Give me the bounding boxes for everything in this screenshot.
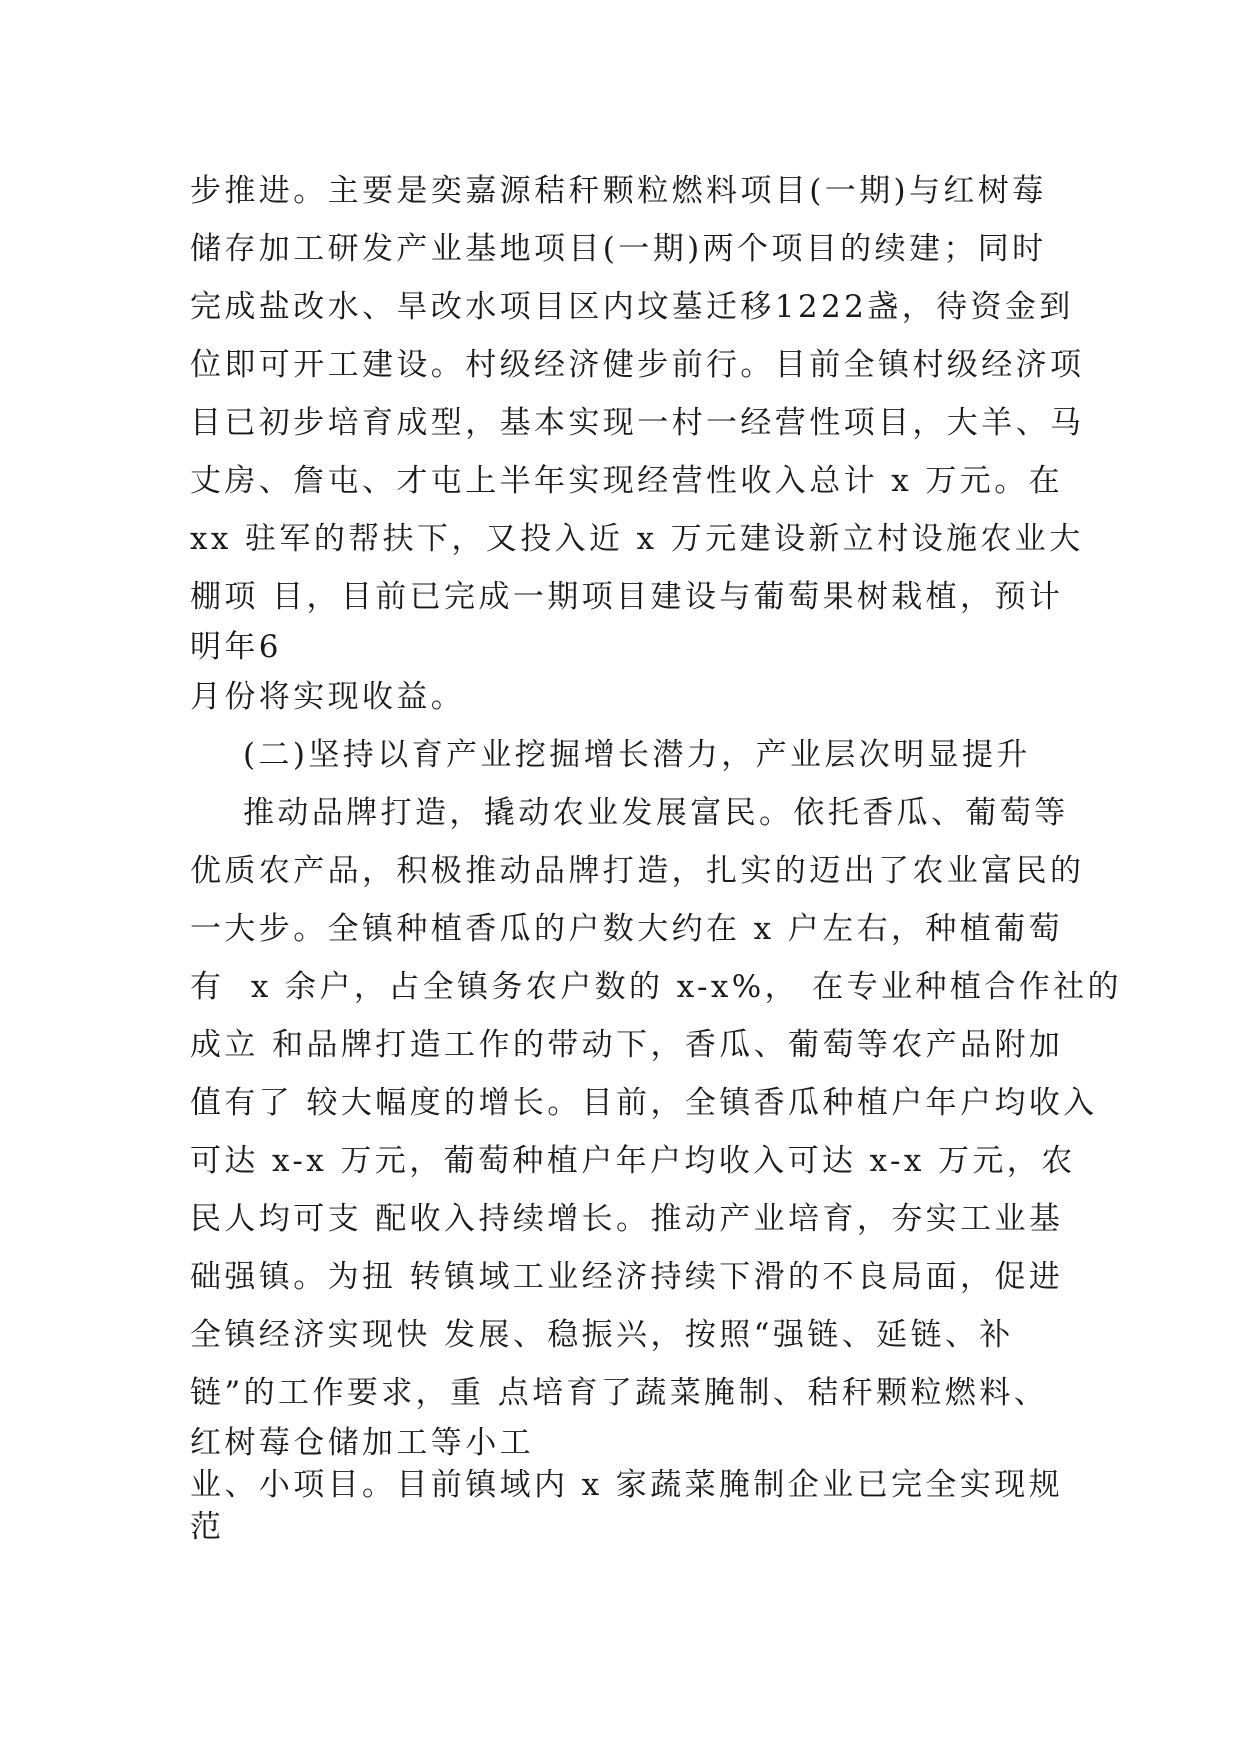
text-line: 成立 和品牌打造工作的带动下，香瓜、葡萄等农产品附加	[190, 1027, 1064, 1063]
text-line: 步推进。主要是奕嘉源秸秆颗粒燃料项目(一期)与红树莓	[190, 173, 1047, 209]
text-line: 一大步。全镇种植香瓜的户数大约在 x 户左右，种植葡萄	[190, 911, 1063, 947]
text-line: 月份将实现收益。	[190, 679, 466, 715]
text-line: 推动品牌打造，撬动农业发展富民。依托香瓜、葡萄等	[190, 795, 1069, 831]
text-line: 明年6	[190, 629, 282, 665]
text-line: 全镇经济实现快 发展、稳振兴，按照“强链、延链、补	[190, 1317, 1014, 1353]
text-line: xx 驻军的帮扶下，又投入近 x 万元建设新立村设施农业大	[190, 521, 1084, 557]
text-line: 储存加工研发产业基地项目(一期)两个项目的续建；同时	[190, 231, 1047, 267]
text-line: 值有了 较大幅度的增长。目前，全镇香瓜种植户年户均收入	[190, 1085, 1098, 1121]
text-line: 有 x 余户，占全镇务农户数的 x-x%， 在专业种植合作社的	[190, 969, 1122, 1005]
text-line: 丈房、詹屯、才屯上半年实现经营性收入总计 x 万元。在	[190, 463, 1063, 499]
text-line: 完成盐改水、旱改水项目区内坟墓迁移1222盏，待资金到	[190, 289, 1074, 325]
text-line: 链”的工作要求，重 点培育了蔬菜腌制、秸秆颗粒燃料、	[190, 1375, 1049, 1411]
body-text	[190, 162, 1122, 1548]
text-line: 目已初步培育成型，基本实现一村一经营性项目，大羊、马	[190, 405, 1085, 441]
text-line: 民人均可支 配收入持续增长。推动产业培育，夯实工业基	[190, 1201, 1064, 1237]
text-line: 范	[190, 1509, 225, 1545]
text-line: 位即可开工建设。村级经济健步前行。目前全镇村级经济项	[190, 347, 1085, 383]
text-line: 棚项 目，目前已完成一期项目建设与葡萄果树栽植，预计	[190, 579, 1064, 615]
text-line: 可达 x-x 万元，葡萄种植户年户均收入可达 x-x 万元，农	[190, 1143, 1076, 1179]
text-line: 业、小项目。目前镇域内 x 家蔬菜腌制企业已完全实现规	[190, 1467, 1063, 1503]
section-heading: (二)坚持以育产业挖掘增长潜力，产业层次明显提升	[190, 737, 1031, 773]
text-line: 红树莓仓储加工等小工	[190, 1425, 534, 1461]
text-line: 优质农产品，积极推动品牌打造，扎实的迈出了农业富民的	[190, 853, 1085, 889]
text-line: 础强镇。为扭 转镇域工业经济持续下滑的不良局面，促进	[190, 1259, 1064, 1295]
